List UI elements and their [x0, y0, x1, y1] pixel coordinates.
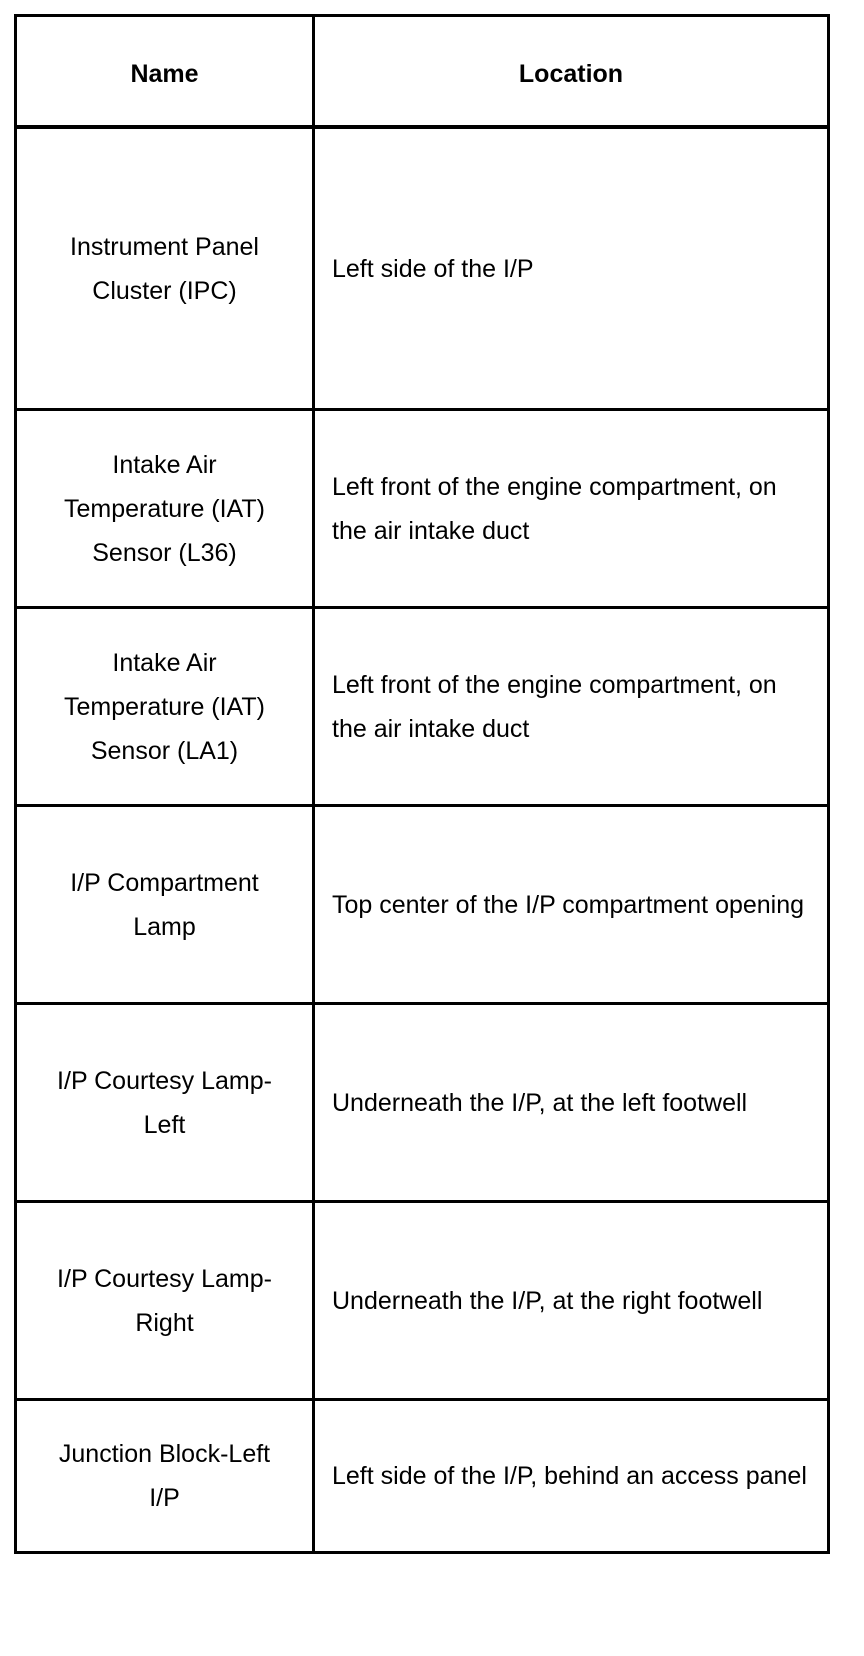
table-row — [16, 1400, 829, 1553]
table-row — [16, 806, 829, 1004]
table-row — [16, 410, 829, 608]
component-location-cell: Left front of the engine compartment, on the air intake duct — [314, 608, 829, 806]
component-name-cell: Intake Air Temperature (IAT) Sensor (LA1) — [16, 608, 314, 806]
component-name-cell: Instrument Panel Cluster (IPC) — [16, 127, 314, 410]
component-location-cell: Left front of the engine compartment, on the air intake duct — [314, 410, 829, 608]
name-column-header: Name — [16, 16, 314, 128]
component-name-cell: I/P Courtesy Lamp-Left — [16, 1004, 314, 1202]
component-name-cell: I/P Courtesy Lamp-Right — [16, 1202, 314, 1400]
component-location-table — [14, 14, 830, 1554]
component-location-cell: Left side of the I/P — [314, 127, 829, 410]
table-row — [16, 1004, 829, 1202]
component-location-cell: Underneath the I/P, at the right footwell — [314, 1202, 829, 1400]
component-name-cell: I/P Compartment Lamp — [16, 806, 314, 1004]
component-location-cell: Left side of the I/P, behind an access panel — [314, 1400, 829, 1553]
table-row — [16, 608, 829, 806]
component-location-table-container — [14, 14, 827, 1554]
table-row — [16, 127, 829, 410]
component-name-cell: Junction Block-Left I/P — [16, 1400, 314, 1553]
table-row — [16, 1202, 829, 1400]
component-location-cell: Underneath the I/P, at the left footwell — [314, 1004, 829, 1202]
component-name-cell: Intake Air Temperature (IAT) Sensor (L36) — [16, 410, 314, 608]
table-header-row — [16, 16, 829, 128]
location-column-header: Location — [314, 16, 829, 128]
component-location-cell: Top center of the I/P compartment opening — [314, 806, 829, 1004]
